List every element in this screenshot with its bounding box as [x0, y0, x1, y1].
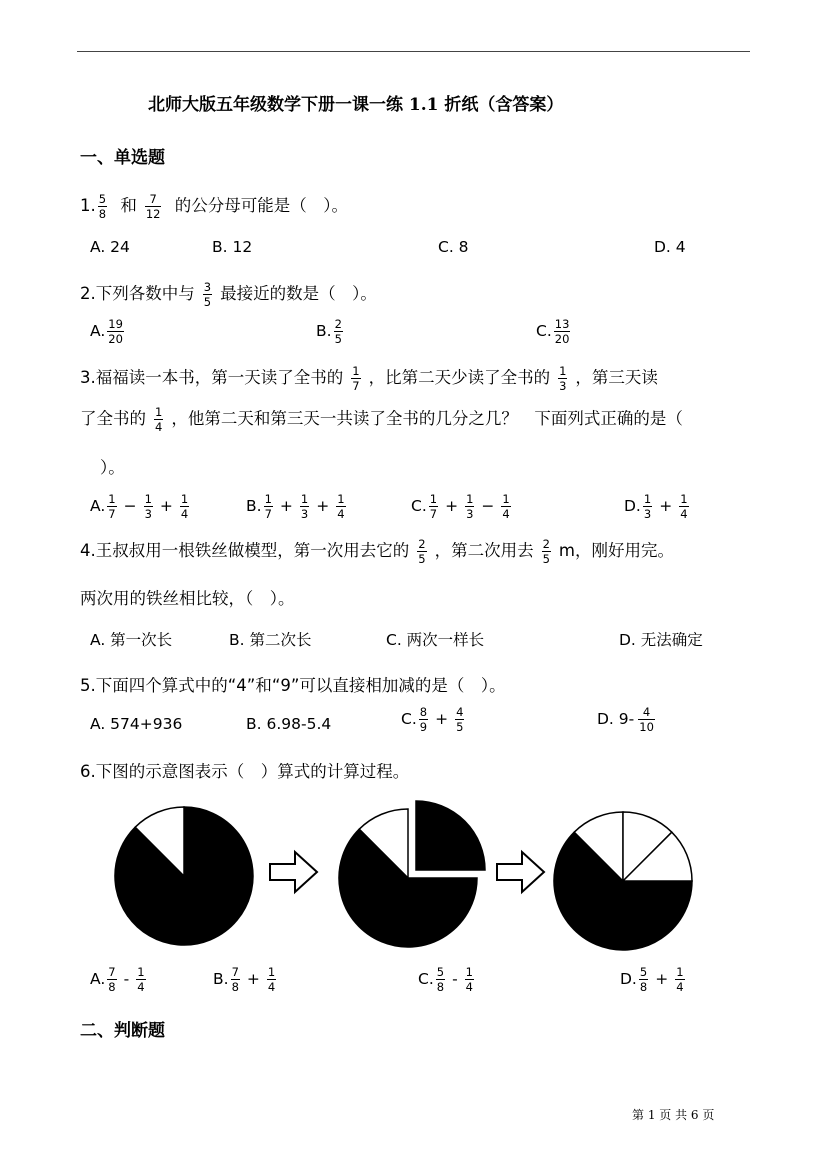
q3-option-d[interactable]: D. $\frac{1}{3}$ + $\frac{1}{4}$ — [624, 492, 688, 521]
q5-option-b[interactable]: B. 6.98-5.4 — [246, 715, 332, 733]
q3-option-a[interactable]: A. $\frac{1}{7}$ − $\frac{1}{3}$ + $\frac{1}{4}$ — [90, 492, 189, 521]
q6-option-d[interactable]: D. $\frac{5}{8}$ + $\frac{1}{4}$ — [620, 965, 684, 994]
question-3-line-3: ）。 — [100, 458, 125, 477]
q4-option-d[interactable]: D. 无法确定 — [619, 631, 703, 649]
q1-option-a[interactable]: A. 24 — [90, 238, 130, 256]
q5-option-a[interactable]: A. 574+936 — [90, 715, 183, 733]
q6-option-b[interactable]: B. $\frac{7}{8}$ + $\frac{1}{4}$ — [213, 965, 276, 994]
pie-five-eighths — [554, 812, 692, 950]
page-footer: 第 1 页 共 6 页 — [632, 1108, 715, 1122]
q4-option-b[interactable]: B. 第二次长 — [229, 631, 312, 649]
q1-option-d[interactable]: D. 4 — [654, 238, 686, 256]
q4-option-a[interactable]: A. 第一次长 — [90, 631, 173, 649]
question-2: 2.下列各数中与 $\frac{3}{5}$ 最接近的数是（ ）。 — [80, 280, 377, 309]
arrow-right-icon — [497, 852, 544, 892]
question-6: 6.下图的示意图表示（ ）算式的计算过程。 — [80, 762, 410, 781]
page-title: 北师大版五年级数学下册一课一练 1.1 折纸（含答案） — [148, 95, 564, 115]
q2-option-c[interactable]: C. $\frac{13}{20}$ — [536, 317, 570, 346]
header-rule — [77, 51, 750, 52]
q1-option-c[interactable]: C. 8 — [438, 238, 469, 256]
q3-option-c[interactable]: C. $\frac{1}{7}$ + $\frac{1}{3}$ − $\frac{1}{4}$ — [411, 492, 510, 521]
pie-diagram — [110, 796, 700, 956]
question-5: 5.下面四个算式中的“4”和“9”可以直接相加减的是（ ）。 — [80, 676, 506, 695]
q2-option-a[interactable]: A. $\frac{19}{20}$ — [90, 317, 123, 346]
question-3-line-2: 了全书的 $\frac{1}{4}$ ，他第二天和第三天一共读了全书的几分之几？ 下面列式正确的是（ — [80, 405, 683, 434]
q6-option-c[interactable]: C. $\frac{5}{8}$ - $\frac{1}{4}$ — [418, 965, 473, 994]
section-heading-single-choice: 一、单选题 — [80, 148, 165, 168]
fraction: $\frac{3}{5}$ — [203, 280, 212, 309]
q5-option-d[interactable]: D. 9- $\frac{4}{10}$ — [597, 705, 654, 734]
q4-option-c[interactable]: C. 两次一样长 — [386, 631, 485, 649]
pie-seven-eighths — [115, 807, 253, 945]
fraction: $\frac{7}{12}$ — [145, 192, 161, 221]
question-4-line-1: 4.王叔叔用一根铁丝做模型，第一次用去它的 $\frac{2}{5}$ ，第二次用去 $\frac{2}{5}$ m，刚好用完。 — [80, 537, 674, 566]
arrow-right-icon — [270, 852, 317, 892]
q6-option-a[interactable]: A. $\frac{7}{8}$ - $\frac{1}{4}$ — [90, 965, 145, 994]
q2-option-b[interactable]: B. $\frac{2}{5}$ — [316, 317, 342, 346]
q1-option-b[interactable]: B. 12 — [212, 238, 253, 256]
question-3-line-1: 3.福福读一本书，第一天读了全书的 $\frac{1}{7}$ ，比第二天少读了全书的 $\frac{1}{3}$ ，第三天读 — [80, 364, 658, 393]
fraction: $\frac{5}{8}$ — [98, 192, 107, 221]
q5-option-c[interactable]: C. $\frac{8}{9}$ + $\frac{4}{5}$ — [401, 705, 464, 734]
question-1: 1. $\frac{5}{8}$ 和 $\frac{7}{12}$ 的公分母可能是（ ）。 — [80, 192, 348, 221]
question-4-line-2: 两次用的铁丝相比较，（ ）。 — [80, 589, 295, 608]
section-heading-true-false: 二、判断题 — [80, 1021, 165, 1041]
pie-split — [339, 801, 485, 947]
q3-option-b[interactable]: B. $\frac{1}{7}$ + $\frac{1}{3}$ + $\frac{1}{4}$ — [246, 492, 345, 521]
